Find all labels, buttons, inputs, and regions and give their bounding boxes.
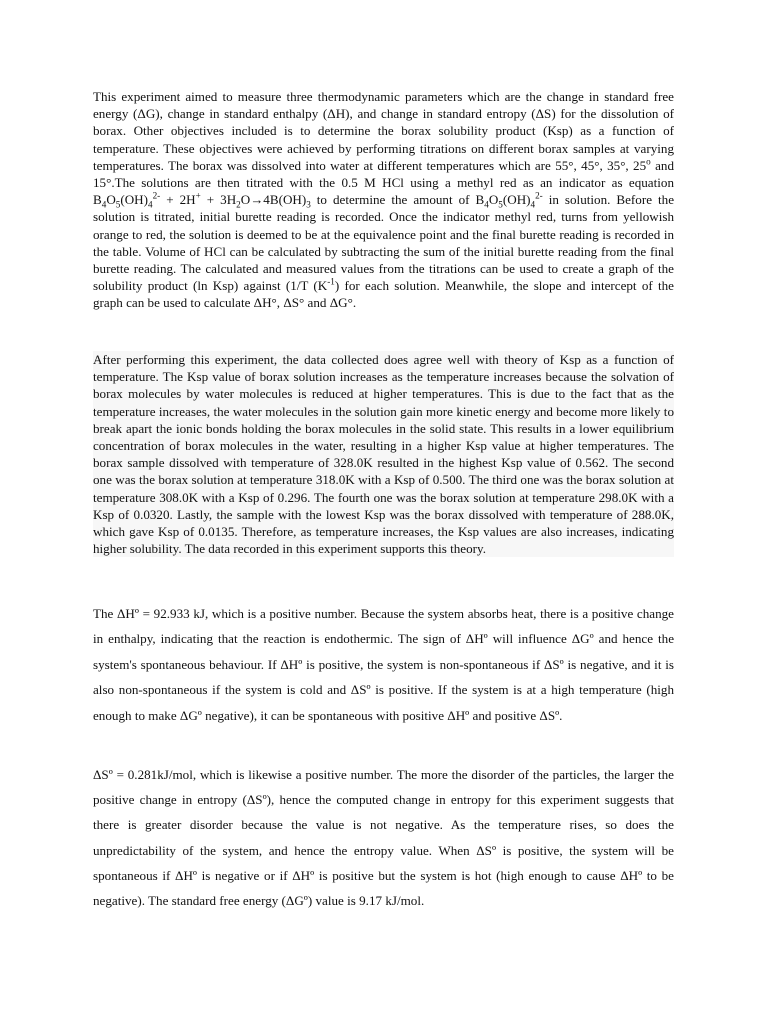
superscript: 2- [152,190,161,201]
text-run: (OH) [502,192,531,208]
paragraph-ksp-discussion [93,351,674,557]
subscript: 5 [498,199,503,210]
superscript: o [646,156,651,167]
text-run: After performing this experiment, the data collected does agree well with theory of Ksp as a function of temperature. The Ksp value of borax solution increases as the temperature increases because the solvation of borax molecules by water molecules is reduced at higher temperatures. This is due to the fact that as the temperature increases, the water molecules in the solution gain more kinetic energy and become more likely to break apart the ionic bonds holding the borax molecules in the solid state. This results in a lower equilibrium concentration of borax molecules in the water, resulting in a higher Ksp value at higher temperatures. The borax sample dissolved with temperature of 328.0K resulted in the highest Ksp value of 0.562. The second one was the borax solution at temperature 318.0K with a Ksp of 0.500. The third one was the borax solution at temperature 308.0K with a Ksp of 0.296. The fourth one was the borax solution at temperature 298.0K with a Ksp of 0.0320. Lastly, the sample with the lowest Ksp was the borax dissolved with temperature of 288.0K, which gave Ksp of 0.0135. Therefore, as temperature increases, the Ksp values are also increases, indicating higher solubility. The data recorded in this experiment supports this theory. [93,352,674,557]
subscript: 3 [306,199,311,210]
text-run: to determine the amount of B [310,192,485,208]
subscript: 2 [236,199,241,210]
paragraph-objectives [93,88,674,312]
text-run: ) for each solution. Meanwhile, the slope and intercept of the graph can be used to calculate ΔH°, ΔS° and ΔG°. [93,278,674,311]
text-run: in solution. Before the solution is titrated, initial burette reading is recorded. Once the indicator methyl red, turns from yellowish orange to red, the solution is deemed to be at the equivalence point and the final burette reading is recorded in the table. Volume of HCl can be calculated by subtracting the sum of the initial burette reading from the final burette reading. The calculated and measured values from the titrations can be used to create a graph of the solubility product (ln Ksp) against (1/T (K [93,192,675,294]
subscript: 5 [115,199,121,210]
text-run: The ΔHº = 92.933 kJ, which is a positive number. Because the system absorbs heat, there is a positive change in enthalpy, indicating that the reaction is endothermic. The sign of ΔHº will influence ΔGº and hence the system's spontaneous behaviour. If ΔHº is positive, the system is non-spontaneous if ΔSº is negative, and it is also non-spontaneous if the system is cold and ΔSº is positive. If the system is at a high temperature (high enough to make ΔGº negative), it can be spontaneous with positive ΔHº and positive ΔSº. [93,606,674,723]
superscript: 2- [535,190,543,201]
text-run: This experiment aimed to measure three thermodynamic parameters which are the change in standard free energy (ΔG), change in standard enthalpy (ΔH), and change in standard entropy (ΔS) for the dissolution of borax. Other objectives included is to determine the borax solubility product (Ksp) as a function of temperature. These objectives were achieved by performing titrations on different borax samples at varying temperatures. The borax was dissolved into water at different temperatures which are 55°, 45°, 35°, 25 [93,89,674,173]
text-run: + 3H [200,192,237,208]
text-run: O→4B(OH) [240,192,307,208]
text-run: + 2H [160,192,196,208]
subscript: 4 [530,199,536,210]
subscript: 4 [101,199,107,210]
paragraph-enthalpy [93,601,674,728]
text-run: O [488,192,499,208]
text-run: and 15°.The solutions are then titrated with the 0.5 M HCl using a methyl red as an indicator as equation B [93,157,674,208]
superscript: -1 [327,276,335,287]
text-run: (OH) [120,192,148,208]
subscript: 4 [484,199,489,210]
superscript: + [195,190,201,201]
text-run: O [106,192,116,208]
paragraph-entropy [93,762,674,913]
text-run: ΔSº = 0.281kJ/mol, which is likewise a positive number. The more the disorder of the particles, the larger the positive change in entropy (ΔSº), hence the computed change in entropy for this experiment suggests that there is greater disorder because the value is not negative. As the temperature rises, so does the unpredictability of the system, and hence the entropy value. When ΔSº is positive, the system will be spontaneous if ΔHº is negative or if ΔHº is positive but the system is hot (high enough to cause ΔHº to be negative). The standard free energy (ΔGº) value is 9.17 kJ/mol. [93,767,674,909]
subscript: 4 [148,199,153,210]
